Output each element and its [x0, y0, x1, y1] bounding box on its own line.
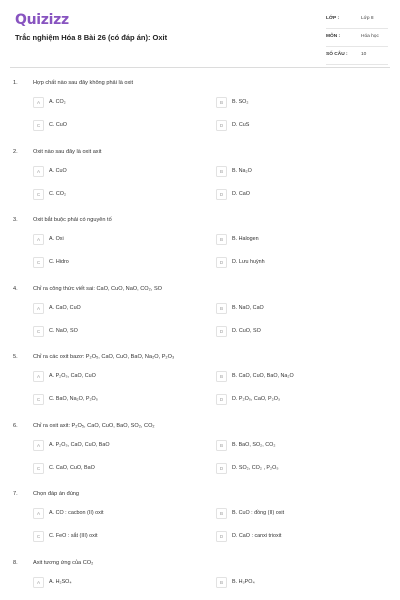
question-number: 3.: [13, 217, 18, 223]
question-text: Hợp chất nào sau đây không phải là oxit: [33, 80, 134, 86]
answer-text: A. H₂SO₄: [49, 578, 72, 585]
question-7: [0, 487, 400, 556]
answer-text: B. CaO, CuO, BaO, Na₂O: [232, 373, 294, 379]
answer-text: C. CO₂: [49, 190, 67, 197]
answer-letter-box: C: [33, 326, 44, 337]
answer-letter-box: D: [216, 531, 227, 542]
answer-letter-box: D: [216, 120, 227, 131]
answer-letter-box: B: [216, 508, 227, 519]
meta-row-question-count: [326, 50, 388, 65]
answer-letter-box: D: [216, 394, 227, 405]
answer-text: A. CO : cacbon (II) oxit: [49, 510, 104, 516]
meta-label: SỐ CÂU :: [326, 52, 348, 57]
meta-value: Lớp 8: [361, 16, 374, 21]
question-text: Chỉ ra các oxit bazơ: P₂O₅, CaO, CuO, BaO, Na₂O, P₂O₃: [33, 354, 175, 360]
quizizz-logo: Quizizz: [15, 12, 69, 28]
answer-letter-box: B: [216, 577, 227, 588]
answer-text: A. Oxi: [49, 236, 64, 242]
answer-letter-box: C: [33, 531, 44, 542]
answer-letter-box: B: [216, 234, 227, 245]
question-6: [0, 419, 400, 488]
question-number: 6.: [13, 422, 18, 429]
answer-letter-box: A: [33, 508, 44, 519]
answer-text: B. Halogen: [232, 236, 259, 242]
question-number: 1.: [13, 80, 18, 86]
answer-text: C. CaO, CuO, BaO: [49, 464, 95, 471]
answer-text: B. Na₂O: [232, 167, 252, 174]
answer-text: D. P₂O₅, CaO, P₂O₃: [232, 396, 281, 402]
answer-text: B. CuO : đồng (II) oxit: [232, 510, 285, 516]
answer-text: C. Hidro: [49, 259, 69, 265]
answer-letter-box: B: [216, 166, 227, 177]
question-text: Chọn đáp án đúng: [33, 491, 80, 497]
answer-letter-box: A: [33, 440, 44, 451]
meta-value: 10: [361, 52, 367, 57]
answer-text: A. CuO: [49, 167, 67, 174]
answer-text: D. CuO, SO: [232, 327, 261, 334]
answer-letter-box: B: [216, 440, 227, 451]
answer-letter-box: C: [33, 120, 44, 131]
header-divider: [10, 67, 390, 68]
question-number: 2.: [13, 148, 18, 155]
answer-text: A. CaO, CuO: [49, 304, 81, 311]
question-text: Chỉ ra oxit axit: P₂O₅, CaO, CuO, BaO, SO₂, CO₂: [33, 422, 155, 429]
question-4: [0, 282, 400, 351]
question-number: 4.: [13, 285, 18, 292]
question-number: 8.: [13, 559, 18, 566]
answer-letter-box: A: [33, 234, 44, 245]
answer-text: B. SO₂: [232, 99, 249, 105]
answer-text: A. P₂O₅, CaO, CuO, BaO: [49, 441, 110, 448]
answer-text: D. CaO: [232, 190, 250, 197]
answer-letter-box: D: [216, 189, 227, 200]
answer-letter-box: A: [33, 97, 44, 108]
worksheet-meta: [326, 14, 388, 68]
answer-text: B. NaO, CaO: [232, 304, 264, 311]
question-8: [0, 556, 400, 600]
answer-text: D. SO₂, CO₂ , P₂O₅: [232, 464, 279, 471]
answer-letter-box: C: [33, 257, 44, 268]
answer-text: D. Lưu huỳnh: [232, 259, 265, 265]
answer-letter-box: A: [33, 371, 44, 382]
question-1: [0, 76, 400, 145]
answer-letter-box: C: [33, 394, 44, 405]
answer-text: B. BaO, SO₂, CO₂: [232, 441, 276, 448]
answer-text: A. P₂O₅, CaO, CuO: [49, 373, 96, 379]
worksheet-title: Trắc nghiệm Hóa 8 Bài 26 (có đáp án): Oxit: [15, 33, 168, 42]
question-number: 7.: [13, 491, 18, 497]
answer-letter-box: A: [33, 303, 44, 314]
answer-letter-box: D: [216, 463, 227, 474]
answer-text: B. H₃PO₄: [232, 578, 255, 585]
answer-text: D. CaO : canxi trioxit: [232, 533, 282, 539]
answer-letter-box: B: [216, 371, 227, 382]
answer-letter-box: B: [216, 303, 227, 314]
meta-value: Hóa học: [361, 34, 379, 39]
question-text: Axit tương ứng của CO₂: [33, 559, 94, 566]
worksheet-header: [0, 0, 400, 66]
answer-text: D. CuS: [232, 122, 250, 128]
answer-text: C. NaO, SO: [49, 327, 78, 334]
answer-text: C. CuO: [49, 122, 67, 128]
answer-letter-box: A: [33, 166, 44, 177]
question-text: Chỉ ra công thức viết sai: CaO, CuO, NaO, CO₂, SO: [33, 285, 163, 292]
question-number: 5.: [13, 354, 18, 360]
meta-row-class: [326, 14, 388, 29]
answer-text: A. CO₂: [49, 99, 66, 105]
question-2: [0, 145, 400, 214]
answer-letter-box: B: [216, 97, 227, 108]
answer-text: C. FeO : sắt (III) oxit: [49, 533, 98, 539]
answer-letter-box: D: [216, 257, 227, 268]
meta-row-subject: [326, 32, 388, 47]
answer-letter-box: D: [216, 326, 227, 337]
answer-letter-box: C: [33, 463, 44, 474]
question-text: Oxit bắt buộc phải có nguyên tố: [33, 217, 112, 223]
meta-label: MÔN :: [326, 34, 341, 39]
answer-letter-box: A: [33, 577, 44, 588]
question-3: [0, 213, 400, 282]
answer-text: C. BaO, Na₂O, P₂O₅: [49, 396, 98, 402]
meta-label: LỚP :: [326, 16, 340, 21]
question-5: [0, 350, 400, 419]
answer-letter-box: C: [33, 189, 44, 200]
question-text: Oxit nào sau đây là oxit axit: [33, 148, 102, 155]
question-list: [0, 76, 400, 600]
